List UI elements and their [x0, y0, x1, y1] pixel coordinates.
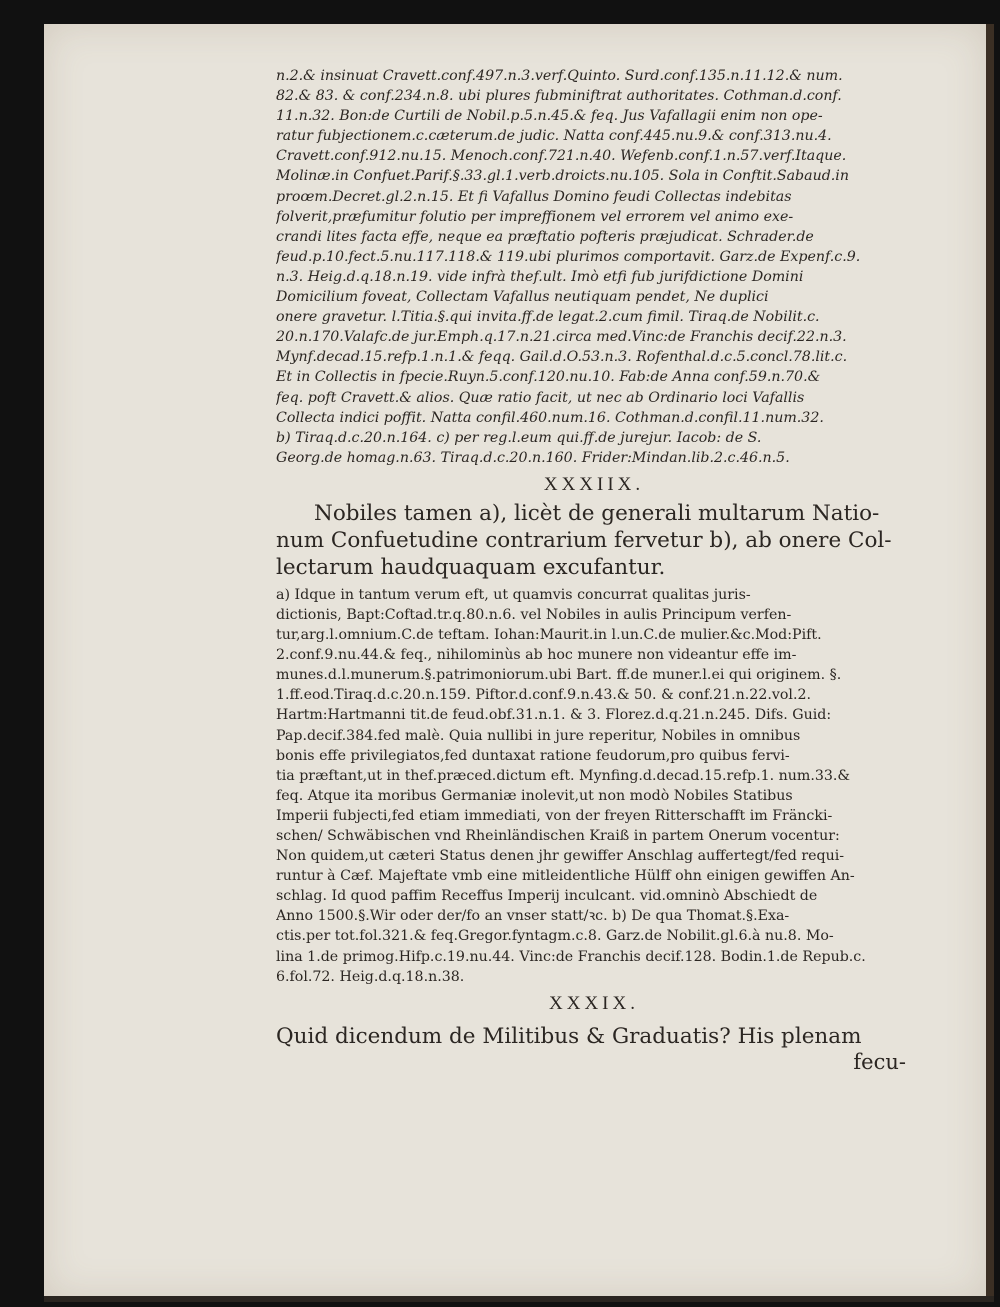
- text-line: 20.n.170.Valafc.de jur.Emph.q.17.n.21.circa med.Vinc:de Franchis decif.22.n.3.: [276, 329, 847, 346]
- text-line: 82.& 83. & conf.234.n.8. ubi plures fubminiftrat authoritates. Cothman.d.conf.: [276, 88, 842, 105]
- text-line: Hartm:Hartmanni tit.de feud.obf.31.n.1. & 3. Florez.d.q.21.n.245. Difs. Guid:: [276, 707, 832, 724]
- text-line: feud.p.10.fect.5.nu.117.118.& 119.ubi plurimos comportavit. Garz.de Expenf.c.9.: [276, 248, 861, 265]
- text-line: folverit,præfumitur folutio per impreffionem vel errorem vel animo exe-: [276, 208, 794, 225]
- text-line: Mynf.decad.15.refp.1.n.1.& feqq. Gail.d.O.53.n.3. Rofenthal.d.c.5.concl.78.lit.c.: [276, 349, 848, 366]
- text-line: feq. poft Cravett.& alios. Quæ ratio facit, ut nec ab Ordinario loci Vafallis: [276, 389, 805, 406]
- text-line: Pap.decif.384.fed malè. Quia nullibi in jure reperitur, Nobiles in omnibus: [276, 727, 801, 744]
- text-line: Imperii fubjecti,fed etiam immediati, von der freyen Ritterschafft im Fräncki-: [276, 807, 833, 824]
- text-line: proœm.Decret.gl.2.n.15. Et fi Vafallus Domino feudi Collectas indebitas: [276, 188, 792, 205]
- text-line: n.3. Heig.d.q.18.n.19. vide infrà thef.ult. Imò etfi fub jurifdictione Domini: [276, 268, 804, 285]
- page-text: [276, 66, 912, 1074]
- thesis-number-39: XXXIX.: [549, 992, 639, 1014]
- text-line: runtur à Cæf. Majeftate vmb eine mitleidentliche Hülff ohn einigen gewiffen An-: [276, 868, 855, 885]
- text-line: crandi lites facta effe, neque ea præftatio pofteris præjudicat. Schrader.de: [276, 228, 814, 245]
- text-line: Non quidem,ut cæteri Status denen jhr gewiffer Anschlag auffertegt/fed requi-: [276, 848, 845, 865]
- thesis-number-38: XXXIIX.: [543, 473, 645, 495]
- text-line: 11.n.32. Bon:de Curtili de Nobil.p.5.n.45.& feq. Jus Vafallagii enim non ope-: [276, 108, 823, 125]
- text-line: Georg.de homag.n.63. Tiraq.d.c.20.n.160. Frider:Mindan.lib.2.c.46.n.5.: [276, 449, 790, 466]
- text-line: onere gravetur. l.Titia.§.qui invita.ff.de legat.2.cum fimil. Tiraq.de Nobilit.c.: [276, 309, 820, 326]
- text-line: schlag. Id quod paffim Receffus Imperij inculcant. vid.omninò Abschiedt de: [276, 888, 818, 905]
- footnotes-thesis-38: [276, 585, 912, 987]
- thesis-38-text: [276, 500, 912, 581]
- text-line: ratur fubjectionem.c.cæterum.de judic. Natta conf.445.nu.9.& conf.313.nu.4.: [276, 128, 832, 145]
- text-line: a) Idque in tantum verum eft, ut quamvis concurrat qualitas juris-: [276, 586, 751, 603]
- text-line: 1.ff.eod.Tiraq.d.c.20.n.159. Piftor.d.conf.9.n.43.& 50. & conf.21.n.22.vol.2.: [276, 687, 812, 704]
- text-line: ctis.per tot.fol.321.& feq.Gregor.fyntagm.c.8. Garz.de Nobilit.gl.6.à nu.8. Mo-: [276, 928, 834, 945]
- text-line: 6.fol.72. Heig.d.q.18.n.38.: [276, 968, 465, 985]
- text-line: Quid dicendum de Militibus & Graduatis? His plenam: [276, 1023, 862, 1049]
- text-line: lectarum haudquaquam excufantur.: [276, 554, 666, 580]
- text-line: feq. Atque ita moribus Germaniæ inolevit,ut non modò Nobiles Statibus: [276, 787, 793, 804]
- text-line: lina 1.de primog.Hifp.c.19.nu.44. Vinc:de Franchis decif.128. Bodin.1.de Repub.c.: [276, 948, 866, 965]
- page-edge-bottom: [44, 1296, 994, 1302]
- text-line: Molinæ.in Confuet.Parif.§.33.gl.1.verb.droicts.nu.105. Sola in Conftit.Sabaud.in: [276, 168, 849, 185]
- footnotes-top: [276, 66, 912, 468]
- text-line: 2.conf.9.nu.44.& feq., nihilominùs ab hoc munere non videantur effe im-: [276, 647, 797, 664]
- text-line: Domicilium foveat, Collectam Vafallus neutiquam pendet, Ne duplici: [276, 289, 769, 306]
- text-line: dictionis, Bapt:Coftad.tr.q.80.n.6. vel Nobiles in aulis Principum verfen-: [276, 606, 792, 623]
- text-line: tur,arg.l.omnium.C.de teftam. Iohan:Maurit.in l.un.C.de mulier.&c.Mod:Pift.: [276, 627, 822, 644]
- text-line: n.2.& insinuat Cravett.conf.497.n.3.verf.Quinto. Surd.conf.135.n.11.12.& num.: [276, 68, 843, 84]
- text-line: tia præftant,ut in thef.præced.dictum eft. Mynfing.d.decad.15.refp.1. num.33.&: [276, 767, 851, 784]
- text-line: num Confuetudine contrarium fervetur b), ab onere Col-: [276, 527, 892, 553]
- text-line: Nobiles tamen a), licèt de generali multarum Natio-: [314, 500, 880, 526]
- text-line: b) Tiraq.d.c.20.n.164. c) per reg.l.eum qui.ff.de jurejur. Iacob: de S.: [276, 429, 762, 446]
- text-line: munes.d.l.munerum.§.patrimoniorum.ubi Bart. ff.de muner.l.ei qui originem. §.: [276, 667, 842, 684]
- page-edge-right: [986, 24, 994, 1298]
- text-line: Collecta indici poffit. Natta confil.460.num.16. Cothman.d.confil.11.num.32.: [276, 409, 824, 426]
- text-line: Cravett.conf.912.nu.15. Menoch.conf.721.n.40. Wefenb.conf.1.n.57.verf.Itaque.: [276, 148, 847, 165]
- thesis-39-text: [276, 1023, 912, 1050]
- text-line: schen/ Schwäbischen vnd Rheinländischen Kraiß in partem Onerum vocentur:: [276, 828, 840, 844]
- text-line: Anno 1500.§.Wir oder der/fo an vnser statt/ꝛc. b) De qua Thomat.§.Exa-: [276, 908, 790, 925]
- text-line: Et in Collectis in fpecie.Ruyn.5.conf.120.nu.10. Fab:de Anna conf.59.n.70.&: [276, 369, 821, 386]
- catchword: fecu-: [853, 1049, 906, 1074]
- text-line: bonis effe privilegiatos,fed duntaxat ratione feudorum,pro quibus fervi-: [276, 747, 790, 764]
